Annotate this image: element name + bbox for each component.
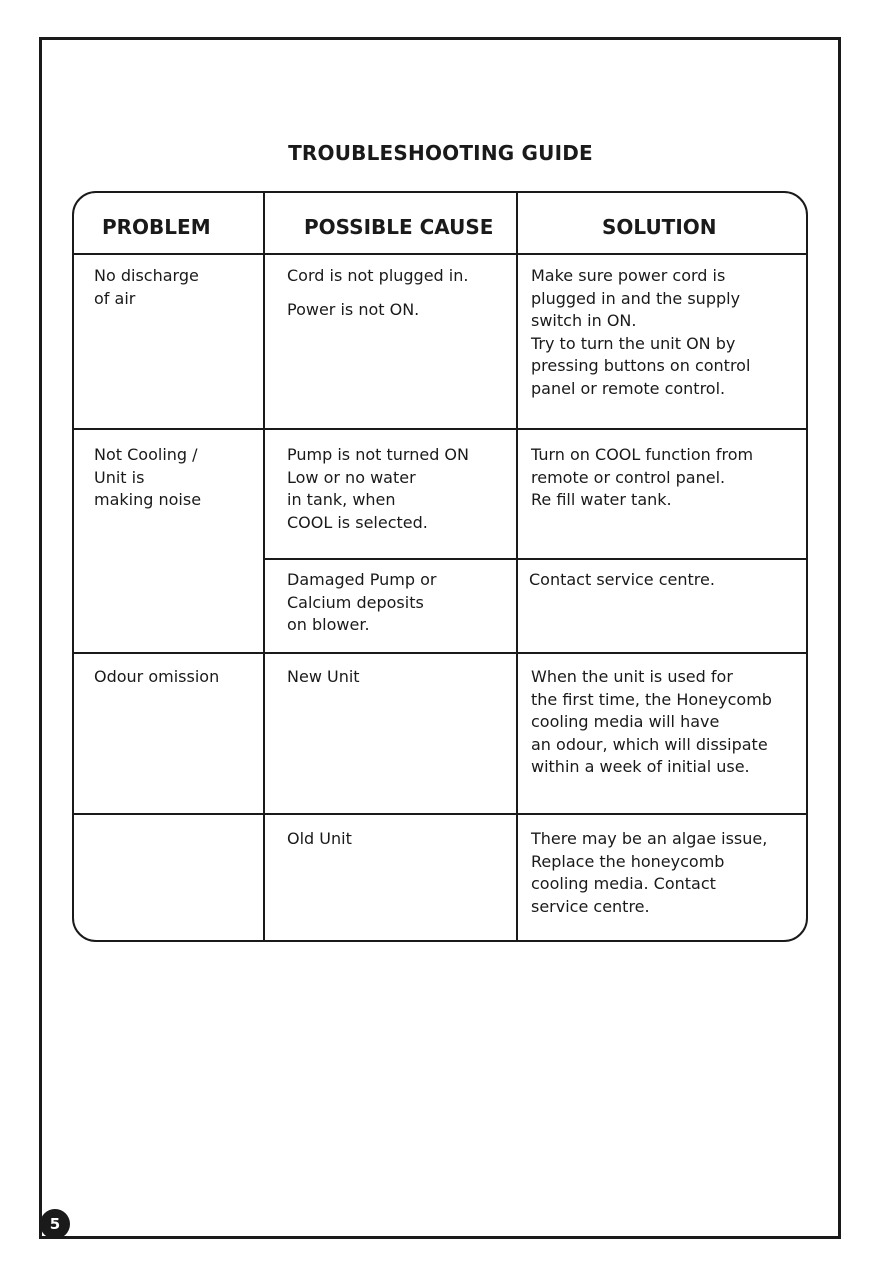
problem-cell	[94, 666, 219, 689]
cause-cell	[287, 265, 468, 321]
column-divider	[516, 193, 518, 940]
text-line: Pump is not turned ON	[287, 445, 469, 464]
text-line: When the unit is used for	[531, 667, 733, 686]
text-line: New Unit	[287, 667, 360, 686]
text-line: Not Cooling /	[94, 445, 198, 464]
page-number-badge: 5	[40, 1209, 70, 1239]
text-line: plugged in and the supply	[531, 288, 741, 308]
column-divider	[263, 193, 265, 940]
problem-cell	[94, 265, 199, 310]
text-line: Try to turn the unit ON by	[531, 333, 736, 353]
text-line: Calcium deposits	[287, 592, 424, 612]
cause-cell	[287, 666, 360, 689]
page-title: TROUBLESHOOTING GUIDE	[288, 141, 593, 165]
text-line: Old Unit	[287, 829, 352, 848]
text-line: cooling media will have	[531, 712, 720, 731]
text-line: service centre.	[531, 896, 650, 916]
text-line: Odour omission	[94, 667, 220, 686]
text-line: in tank, when	[287, 490, 396, 509]
solution-cell	[531, 666, 772, 779]
cause-cell	[287, 828, 352, 851]
text-line: No discharge	[94, 266, 199, 285]
text-line: Replace the honeycomb	[531, 851, 725, 871]
solution-cell	[531, 265, 750, 400]
problem-cell	[94, 444, 201, 512]
header-problem: PROBLEM	[102, 215, 211, 239]
row-divider	[74, 428, 806, 430]
text-line: Low or no water	[287, 467, 416, 487]
solution-cell	[529, 569, 715, 592]
text-line: Make sure power cord is	[531, 266, 726, 285]
text-line: panel or remote control.	[531, 378, 726, 398]
text-line: an odour, which will dissipate	[531, 734, 768, 754]
text-line: making noise	[94, 490, 202, 509]
text-line: Re fill water tank.	[531, 490, 672, 509]
text-line: remote or control panel.	[531, 467, 726, 487]
text-line: of air	[94, 288, 136, 308]
row-divider	[74, 652, 806, 654]
cause-cell	[287, 569, 436, 637]
text-line: Turn on COOL function from	[531, 445, 754, 464]
text-line: Damaged Pump or	[287, 570, 437, 589]
text-line: Cord is not plugged in.	[287, 266, 469, 285]
text-line: the first time, the Honeycomb	[531, 689, 772, 709]
header-possible-cause: POSSIBLE CAUSE	[304, 215, 494, 239]
text-line: Contact service centre.	[529, 570, 715, 589]
text-line: COOL is selected.	[287, 512, 428, 532]
text-line: within a week of initial use.	[531, 757, 750, 776]
text-line: pressing buttons on control	[531, 356, 751, 375]
text-line: on blower.	[287, 615, 370, 634]
text-line: Unit is	[94, 467, 145, 487]
row-divider	[265, 558, 806, 560]
solution-cell	[531, 828, 767, 918]
header-solution: SOLUTION	[602, 215, 717, 239]
text-line: cooling media. Contact	[531, 874, 716, 893]
row-divider	[74, 813, 806, 815]
cause-cell	[287, 444, 469, 534]
header-divider	[74, 253, 806, 255]
text-line: Power is not ON.	[287, 299, 420, 319]
troubleshooting-table	[72, 191, 808, 942]
text-line: switch in ON.	[531, 311, 637, 330]
text-line: There may be an algae issue,	[531, 829, 768, 848]
solution-cell	[531, 444, 753, 512]
